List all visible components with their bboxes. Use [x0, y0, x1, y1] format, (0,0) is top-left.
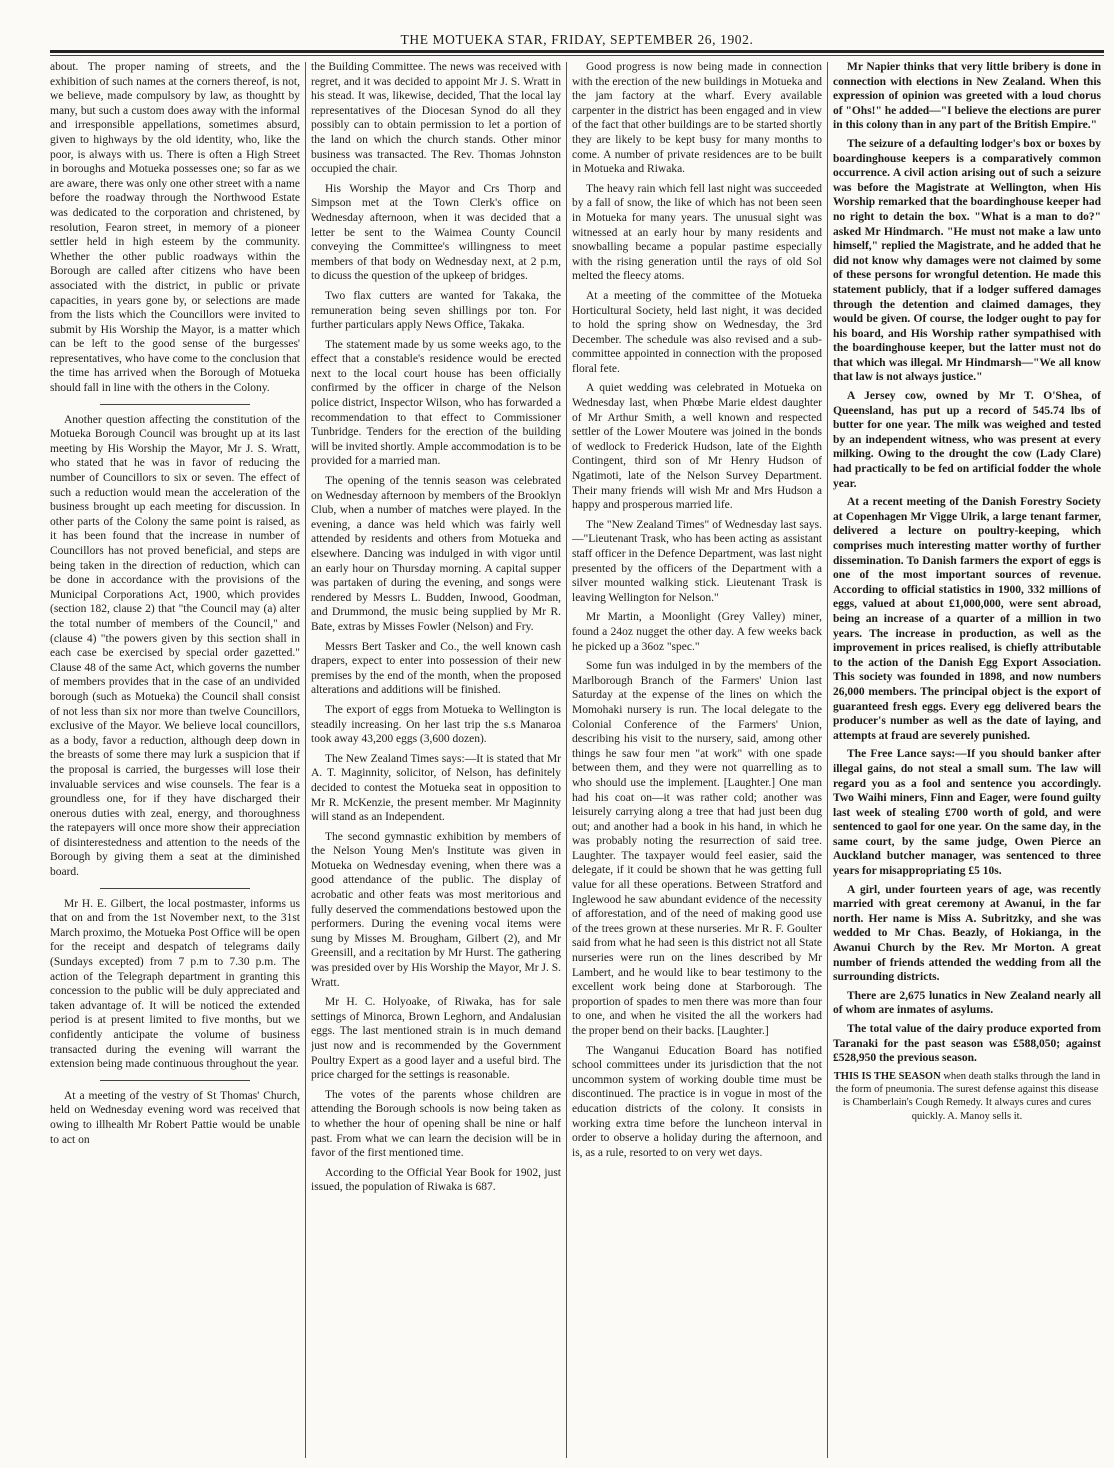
- article-paragraph: Messrs Bert Tasker and Co., the well known cash drapers, expect to enter into possession of their new premises by the end of the month, when the proposed alterations and additions will be finished.: [311, 640, 561, 697]
- article-paragraph: The opening of the tennis season was celebrated on Wednesday afternoon by members of the Brooklyn Club, when a number of matches were played. In the evening, a dance was held which was fairly well attended by residents and others from Motueka and elsewhere. Dancing was indulged in with vigor until an early hour on Thursday morning. A capital supper was partaken of during the evening, and songs were rendered by Messrs L. Budden, Inwood, Goodman, and Drummond, the music being supplied by Mr R. Bate, extras by Misses Fowler (Nelson) and Fry.: [311, 475, 561, 633]
- article-paragraph: The Free Lance says:—If you should banker after illegal gains, do not steal a small sum. The law will regard you as a fool and sentence you accordingly. Two Waihi miners, Finn and Eager, were found guilty last week of stealing £700 worth of gold, and were sentenced to gaol for one year. On the same day, in the same court, by the same judge, Owen Pierce an Auckland butcher manager, was sentenced to three years for misappropriating £5 10s.: [833, 748, 1101, 878]
- article-paragraph: Another question affecting the constitution of the Motueka Borough Council was brought up at its last meeting by His Worship the Mayor, Mr J. S. Wratt, who stated that he was in favor of reducing the number of Councillors to six or seven. The effect of such a reduction would mean the acceleration of the business brought up each meeting for discussion. In other parts of the Colony the same point is raised, as it has been found that the increase in number of Councillors has not proved beneficial, and steps are being taken in the direction of reduction, which can be done in accordance with the provisions of the Municipal Corporations Act, 1900, which provides (section 182, clause 2) that "the Council may (a) alter the total number of members of the Council," and (clause 4) "the powers given by this section shall in each case be exercised by special order gazetted." Clause 48 of the same Act, which governs the number of members provides that in the case of an undivided borough (such as Motueka) the Council shall consist of not less than six nor more than twelve Councillors, exclusive of the Mayor. We believe local councillors, as a body, favor a reduction, although deep down in the breasts of some there may lurk a suspicion that if the proposal is carried, the burgesses will lose their invaluable services and wise counsels. The fear is a groundless one, for if they have discharged their onerous duties with zeal, energy, and thoroughness the ratepayers will once more show their appreciation of disinterestedness and attention to the needs of the Borough by giving them a seat at the diminished board.: [50, 413, 300, 879]
- article-paragraph: At a meeting of the vestry of St Thomas' Church, held on Wednesday evening word was received that owing to illhealth Mr Robert Pattie would be unable to act on: [50, 1089, 300, 1146]
- advertisement: [833, 1070, 1101, 1123]
- advertisement-lead: THIS IS THE SEASON: [833, 1070, 941, 1082]
- article-paragraph: Mr Napier thinks that very little bribery is done in connection with elections in New Zealand. When this expression of opinion was greeted with a loud chorus of "Ohs!" he added—"I believe the elections are purer in this colony than in any part of the British Empire.": [833, 61, 1101, 132]
- article-paragraph: about. The proper naming of streets, and the exhibition of such names at the corners thereof, is not, we believe, made compulsory by law, as thoughtt by many, but such a custom does away with the informal and irresponsible appellations, sometimes absurd, given to highways by the old identity, who, like the poor, is always with us. There is often a High Street in boroughs and Motueka possesses one; so far as we are aware, there was only one other street with a name before the roadway through the Northwood Estate was dedicated to the corporation and christened, by resolution, Fearon street, in memory of a pioneer settler held in high esteem by the community. Whether the other public roadways within the Borough are called after citizens who have been associated with the district, in public or private capacities, in years gone by, or selections are made from the lists which the Councillors were invited to submit by His Worship the Mayor, is a matter which can be left to the good sense of the burgesses' representatives, who have come to the conclusion that the time has arrived when the Borough of Motueka should fall in line with the others in the Colony.: [50, 61, 300, 395]
- article-paragraph: the Building Committee. The news was received with regret, and it was decided to appoint Mr J. S. Wratt in his stead. It was, likewise, decided, That the local lay representatives of the Diocesan Synod do all they possibly can to obtain permission to let a portion of the land on which the church stands. Other minor business was transacted. The Rev. Thomas Johnston occupied the chair.: [311, 61, 561, 176]
- article-paragraph: The heavy rain which fell last night was succeeded by a fall of snow, the like of which has not been seen in Motueka for many years. The unusual sight was witnessed at an early hour by many residents and snowballing became a popular pastime especially with the rising generation until the rays of old Sol melted the fleecy atoms.: [572, 182, 822, 283]
- article-paragraph: His Worship the Mayor and Crs Thorp and Simpson met at the Town Clerk's office on Wednesday afternoon, when it was decided that a letter be sent to the Waimea County Council conveying the Committee's willingness to meet members of that body on Wednesday next, at 2 p.m, to dicuss the question of the upkeep of bridges.: [311, 182, 561, 283]
- column-1: [50, 60, 300, 1460]
- article-paragraph: Two flax cutters are wanted for Takaka, the remuneration being seven shillings por ton. For further particulars apply News Office, Takaka.: [311, 289, 561, 332]
- article-paragraph: A Jersey cow, owned by Mr T. O'Shea, of Queensland, has put up a record of 545.74 lbs of butter for one year. The milk was weighed and tested by an independent witness, who was present at every milking. Owing to the drought the cow (Lady Clare) had practically to be fed on artificial fodder the whole year.: [833, 390, 1101, 490]
- article-paragraph: According to the Official Year Book for 1902, just issued, the population of Riwaka is 687.: [311, 1166, 561, 1194]
- article-paragraph: Good progress is now being made in connection with the erection of the new buildings in Motueka and the jam factory at the wharf. Every available carpenter in the district has been engaged and in view of the fact that other buildings are to be started shortly they are likely to be kept busy for many months to come. A number of private residences are to be built in Motueka and Riwaka.: [572, 61, 822, 176]
- article-divider: [100, 404, 250, 405]
- article-paragraph: Mr Martin, a Moonlight (Grey Valley) miner, found a 24oz nugget the other day. A few weeks back he picked up a 36oz "spec.": [572, 611, 822, 653]
- article-paragraph: At a meeting of the committee of the Motueka Horticultural Society, held last night, it was decided to hold the spring show on Wednesday, the 3rd December. The schedule was also revised and a sub-committee appointed in connection with the proposed floral fete.: [572, 289, 822, 375]
- column-2: [311, 60, 561, 1460]
- article-paragraph: Mr H. C. Holyoake, of Riwaka, has for sale settings of Minorca, Brown Leghorn, and Andalusian eggs. The last mentioned strain is in much demand just now and is recommended by the Government Poultry Expert as a good layer and a useful bird. The price charged for the settings is reasonable.: [311, 996, 561, 1082]
- column-4: [833, 60, 1101, 1460]
- article-paragraph: Some fun was indulged in by the members of the Marlborough Branch of the Farmers' Union last Saturday at the expense of the lines on which the Momohaki nursery is run. The local delegate to the Colonial Conference of the Farmers' Union, describing his visit to the nursery, said, among other things he saw four men "at work" with one spade between them, and they were not quarrelling as to who should use the implement. [Laughter.] One man had his coat on—it was rather cold; another was leisurely carrying along a tree that had just been dug out; and another had a book in his hand, in which he was probably noting the resurrection of said tree. Laughter. The taxpayer would feel easier, said the delegate, if it could be shown that he was getting full value for all these operations. Between Stratford and Inglewood he saw abundant evidence of the necessity of afforestation, and of the need of making good use of the trees grown at these nurseries. Mr R. F. Goulter said from what he had seen is this district not all State nurseries were run on the lines described by Mr Lambert, and he would like to bear testimony to the excellent work being done at Starborough. The proportion of spades to men there was more than four to one, and when he visited the all the workers had the proper bend on their backs. [Laughter.]: [572, 660, 822, 1037]
- column-rule: [566, 62, 567, 1458]
- article-paragraph: The Wanganui Education Board has notified school committees under its jurisdiction that the not uncommon system of working double time must be discontinued. The practice is in vogue in most of the education districts of the colony. It consists in working extra time before the luncheon interval in order to observe a holiday during the afternoon, and is, as a rule, resorted to on very wet days.: [572, 1044, 822, 1159]
- article-paragraph: The export of eggs from Motueka to Wellington is steadily increasing. On her last trip the s.s Manaroa took away 43,200 eggs (3,600 dozen).: [311, 703, 561, 746]
- article-paragraph: A quiet wedding was celebrated in Motueka on Wednesday last, when Phœbe Marie eldest daughter of Mr Arthur Smith, a well known and respected settler of the Lower Moutere was joined in the bonds of wedlock to Frederick Hudson, late of the Eighth Contingent, third son of Mr Henry Hudson of Ngatimoti, late of the Nelson Survey Department. Their many friends will wish Mr and Mrs Hudson a happy and prosperous married life.: [572, 382, 822, 512]
- article-paragraph: At a recent meeting of the Danish Forestry Society at Copenhagen Mr Vigge Ulrik, a large tenant farmer, delivered a lecture on poultry-keeping, which comprises much interesting matter worthy of further dissemination. To Danish farmers the export of eggs is one of the most important sources of revenue. According to official statistics in 1900, 332 millions of eggs, valued at about £1,000,000, were sent abroad, being an increase of a quarter of a million in two years. The increase in production, as well as the improvement in prices realised, is chiefly attributable to the action of the Danish Egg Export Association. This society was founded in 1898, and now numbers 26,000 members. The principal object is the export of guaranteed fresh eggs. Every egg delivered bears the producer's number as well as the date of laying, and attempts at fraud are severely punished.: [833, 496, 1101, 742]
- masthead-title: THE MOTUEKA STAR, FRIDAY, SEPTEMBER 26, 1902.: [400, 32, 754, 47]
- article-paragraph: The statement made by us some weeks ago, to the effect that a constable's residence would be erected next to the local court house has been officially confirmed by the officer in charge of the Nelson police district, Inspector Wilson, who has forwarded a recommendation to that effect to Commissioner Tunbridge. Tenders for the erection of the building will be invited shortly. Ample accommodation is to be provided for a married man.: [311, 338, 561, 468]
- article-paragraph: A girl, under fourteen years of age, was recently married with great ceremony at Awanui, in the far north. Her name is Miss A. Subritzky, and she was wedded to Mr Chas. Beazly, of Hokianga, in the Awanui Church by the Rev. Mr Morton. A great number of friends attended the wedding from all the surrounding districts.: [833, 883, 1101, 984]
- column-rule: [305, 62, 306, 1458]
- masthead-rule-thin: [50, 55, 1104, 56]
- column-rule: [827, 62, 828, 1458]
- masthead-rule: [50, 50, 1104, 53]
- article-paragraph: The total value of the dairy produce exported from Taranaki for the past season was £588,050; against £528,950 the previous season.: [833, 1023, 1101, 1065]
- article-paragraph: The "New Zealand Times" of Wednesday last says.—"Lieutenant Trask, who has been acting as assistant staff officer in the Defence Department, was last night presented by the officers of the Department with a silver mounted walking stick. Lieutenant Trask is leaving Wellington for Nelson.": [572, 518, 822, 604]
- article-divider: [100, 1080, 250, 1081]
- article-paragraph: Mr H. E. Gilbert, the local postmaster, informs us that on and from the 1st November next, to the 31st March proximo, the Motueka Post Office will be open for the receipt and despatch of telegrams daily (Sundays excepted) from 7 p.m to 7.30 p.m. The action of the Telegraph department in granting this concession to the public will be duly appreciated and taken advantage of. It will be noticed the extended period is at present limited to five months, but we confidently anticipate the volume of business transacted during the evening will warrant the extension being made continuous throughout the year.: [50, 897, 300, 1071]
- article-divider: [100, 888, 250, 889]
- article-paragraph: There are 2,675 lunatics in New Zealand nearly all of whom are inmates of asylums.: [833, 989, 1101, 1017]
- article-paragraph: The votes of the parents whose children are attending the Borough schools is now being taken as to whether the hour of opening shall be nine or half past. From what we can learn the decision will be in favor of the first mentioned time.: [311, 1088, 561, 1160]
- article-paragraph: The seizure of a defaulting lodger's box or boxes by boardinghouse keepers is a comparatively common occurrence. A civil action arising out of such a seizure was before the Magistrate at Wellington, when His Worship remarked that the boardinghouse keeper had no right to detain the box. "What is a man to do?" asked Mr Hindmarch. "He must not make a law unto himself," replied the Magistrate, and he added that he did not know why damages were not claimed by some of these persons for wrongful detention. He made this statement publicly, that if a lodger suffered damages through the detention and claimed damages, they would be given. Of course, the lodger ought to pay for his board, and His Worship rather sympathised with the boardinghouse keeper, but the latter must not do that which was illegal. Mr Hindmarsh—"We all know that law is not always justice.": [833, 137, 1101, 384]
- article-paragraph: The New Zealand Times says:—It is stated that Mr A. T. Maginnity, solicitor, of Nelson, has definitely decided to contest the Motueka seat in opposition to Mr R. McKenzie, the present member. Mr Maginnity will stand as an Independent.: [311, 752, 561, 824]
- article-paragraph: The second gymnastic exhibition by members of the Nelson Young Men's Institute was given in Motueka on Wednesday evening, when there was a good attendance of the public. The display of acrobatic and other feats was most meritorious and fully deserved the commendations bestowed upon the performers. During the evening vocal items were sung by Misses M. Brougham, Gilbert (2), and Mr Greensill, and a recitation by Mr Hurst. The gathering was presided over by His Worship the Mayor, Mr J. S. Wratt.: [311, 830, 561, 989]
- column-3: [572, 60, 822, 1460]
- advertisement-body: when death stalks through the land in the form of pneumonia. The surest defense against this disease is Chamberlain's Cough Remedy. It always cures and cures quickly. A. Manoy sells it.: [835, 1070, 1101, 1122]
